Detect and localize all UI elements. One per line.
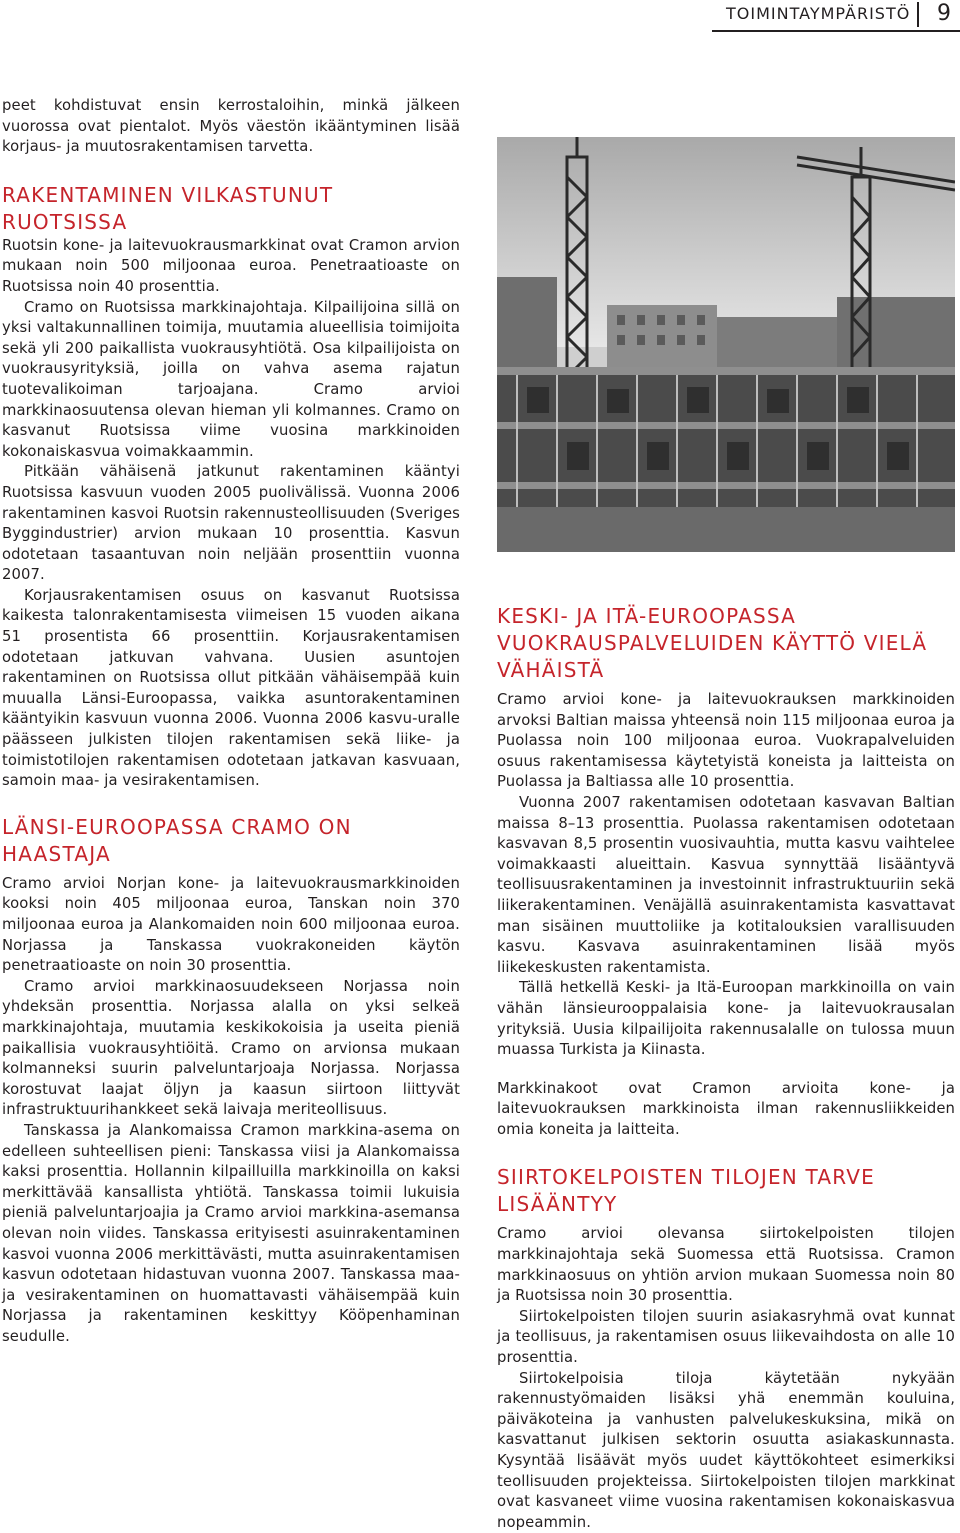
tubular-paragraph-3: Siirtokelpoisia tiloja käytetään nykyään rakennustyömaiden lisäksi yhä enemmän kouluina, päiväkoteina ja vanhusten palvelukeskuksina, mikä on kasvattanut julkisen sektorin osuutta asiakaskunnasta. Kysyntää lisäävät myös uudet käyttökohteet esimerkiksi teollisuuden projekteissa. Siirtokelpoisten tilojen markkinat ovat kasvaneet viime vuosina rakentamisen kokonaiskasvua nopeammin. xyxy=(497,1369,955,1531)
west-heading: LÄNSI-EUROOPASSA CRAMO ON HAASTAJA xyxy=(2,814,352,866)
west-paragraph-3: Tanskassa ja Alankomaissa Cramon markkina-asema on edelleen suhteellisen pieni: Tanskassa viisi ja Alankomaissa kaksi prosenttia. Hollannin kilpailluilla markkinoilla on kaksi merkittävää kansallista yhtiötä. Tanskassa toimii lukuisia pieniä palveluntarjoajia ja Cramo arvioi markkina-asemansa olevan noin viides. Tanskassa erityisesti asuinrakentaminen kasvoi vuonna 2006 merkittävästi, mutta asuinrakentamisen kasvun odotetaan hidastuvan vuonna 2007. Tanskassa maa- ja vesirakentaminen on huomattavasti vähäisempää kuin Norjassa ja rakentaminen keskittyy Kööpenhaminan seudulle. xyxy=(2,1121,460,1345)
sweden-paragraph-2: Cramo on Ruotsissa markkinajohtaja. Kilpailijoina sillä on yksi valtakunnallinen toimija, muutamia alueellisia toimijoita sekä yli 200 paikallista vuokrausyhtiötä. Osa kilpailijoista on vuokrausyrityksiä, joilla on vahva asema rajatun tuotevalikoiman tarjoajana. Cramo arvioi markkinaosuutensa olevan hieman yli kolmannes. Cramo on kasvanut Ruotsissa viime vuosina markkinoiden kokonaiskasvua voimakkaammin. xyxy=(2,298,460,460)
east-heading: KESKI- JA ITÄ-EUROOPASSA VUOKRAUSPALVELUIDEN KÄYTTÖ VIELÄ VÄHÄISTÄ xyxy=(497,604,928,682)
page-number: 9 xyxy=(937,1,951,26)
intro-paragraph: peet kohdistuvat ensin kerrostaloihin, minkä jälkeen vuorossa ovat pientalot. Myös väestön ikääntyminen lisää korjaus- ja muutosrakentamisen tarvetta. xyxy=(2,97,460,156)
east-paragraph-3: Tällä hetkellä Keski- ja Itä-Euroopan markkinoilla on vain vähän länsieurooppalaisia kone- ja laitevuokrausalan yrityksiä. Uusia kilpailijoita rakennusalalle on tulossa muun muassa Turkista ja Kiinasta. xyxy=(497,979,955,1059)
left-column xyxy=(2,96,460,1347)
west-paragraph-1: Cramo arvioi Norjan kone- ja laitevuokrausmarkkinoiden kooksi noin 405 miljoonaa euroa, Tanskan noin 370 miljoonaa euroa ja Alankomaiden noin 600 miljoonaa euroa. Norjassa ja Tanskassa vuokrakoneiden käytön penetraatioaste on noin 30 prosenttia. xyxy=(2,874,460,975)
east-paragraph-4: Markkinakoot ovat Cramon arvioita kone- ja laitevuokrauksen markkinoista ilman rakennusliikkeiden omia koneita ja laitteita. xyxy=(497,1079,955,1138)
east-paragraph-2: Vuonna 2007 rakentamisen odotetaan kasvavan Baltian maissa 8–13 prosenttia. Puolassa rakentamisen odotetaan kasvavan 8,5 prosentin vuosivauhtia, mutta kasvu vaihtelee voimakkaasti alueittain. Kasvua synnyttää lisääntyvä teollisuusrakentaminen ja investoinnit infrastruktuuriin sekä liikerakentaminen. Venäjällä asuinrakentamista kasvattavat man sisäinen muuttoliike ja kotitalouksien varallisuuden kasvu. Kasvava asuinrakentaminen lisää myös liikekeskusten rakentamista. xyxy=(497,793,955,976)
tubular-heading: SIIRTOKELPOISTEN TILOJEN TARVE LISÄÄNTYY xyxy=(497,1165,875,1217)
sweden-paragraph-1: Ruotsin kone- ja laitevuokrausmarkkinat ovat Cramon arvion mukaan noin 500 miljoonaa euroa. Penetraatioaste on Ruotsissa noin 40 prosenttia. xyxy=(2,236,460,295)
header-separator xyxy=(917,2,919,27)
construction-site-photo xyxy=(497,137,955,552)
right-column xyxy=(497,603,955,1533)
sweden-paragraph-3: Pitkään vähäisenä jatkunut rakentaminen kääntyi Ruotsissa kasvuun vuoden 2005 puolivälissä. Vuonna 2006 rakentaminen kasvoi Ruotsin rakennusteollisuuden (Sveriges Byggindustrier) arvion mukaan 10 prosenttia. Kasvun odotetaan tasaantuvan noin neljään prosenttiin vuonna 2007. xyxy=(2,463,460,584)
east-paragraph-1: Cramo arvioi kone- ja laitevuokrauksen markkinoiden arvoksi Baltian maissa yhteensä noin 115 miljoonaa euroa ja Puolassa noin 100 miljoonaa euroa. Vuokrapalveluiden osuus rakentamisessa käytetyistä koneista ja laitteista on Puolassa ja Baltiassa alle 10 prosenttia. xyxy=(497,691,955,791)
tubular-paragraph-2: Siirtokelpoisten tilojen suurin asiakasryhmä ovat kunnat ja teollisuus, ja rakentamisen osuus liikevaihdosta on alle 10 prosenttia. xyxy=(497,1307,955,1367)
west-paragraph-2: Cramo arvioi markkinaosuudekseen Norjassa noin yhdeksän prosenttia. Norjassa alalla on yksi selkeä markkinajohtaja, muutamia keskikokoisia ja useita pieniä paikallisia vuokrausyhtiöitä. Cramo on arvionsa mukaan kolmanneksi suurin palveluntarjoaja Norjassa. Norjassa korostuvat laajat öljyn ja kaasun siirtoon liittyvät infrastruktuurihankkeet sekä laivaja meriteollisuus. xyxy=(2,977,460,1119)
construction-site-illustration xyxy=(497,137,955,552)
header-rule xyxy=(712,30,960,32)
section-name: TOIMINTAYMPÄRISTÖ xyxy=(726,4,911,23)
sweden-heading: RAKENTAMINEN VILKASTUNUT RUOTSISSA xyxy=(2,182,334,234)
tubular-paragraph-1: Cramo arvioi olevansa siirtokelpoisten tilojen markkinajohtaja sekä Suomessa että Ruotsissa. Cramon markkinaosuus on yhtiön arvion mukaan Suomessa noin 80 ja Ruotsissa noin 30 prosenttia. xyxy=(497,1225,955,1305)
sweden-paragraph-4: Korjausrakentamisen osuus on kasvanut Ruotsissa kaikesta talonrakentamisesta viimeisen 15 vuoden aikana 51 prosentista 66 prosenttiin. Korjausrakentamisen odotetaan jatkuvan vahvana. Uusien asuntojen rakentaminen on Ruotsissa ollut pitkään vähäisempää kuin muualla Länsi-Euroopassa, vaikka asuntorakentaminen kääntyikin kasvuun vuonna 2006. Vuonna 2006 kasvu-uralle päässeen julkisten tilojen rakentamisen sekä liike- ja toimistotilojen rakentamisen odotetaan jatkavan kasvuaan, samoin maa- ja vesirakentamisen. xyxy=(2,586,460,790)
